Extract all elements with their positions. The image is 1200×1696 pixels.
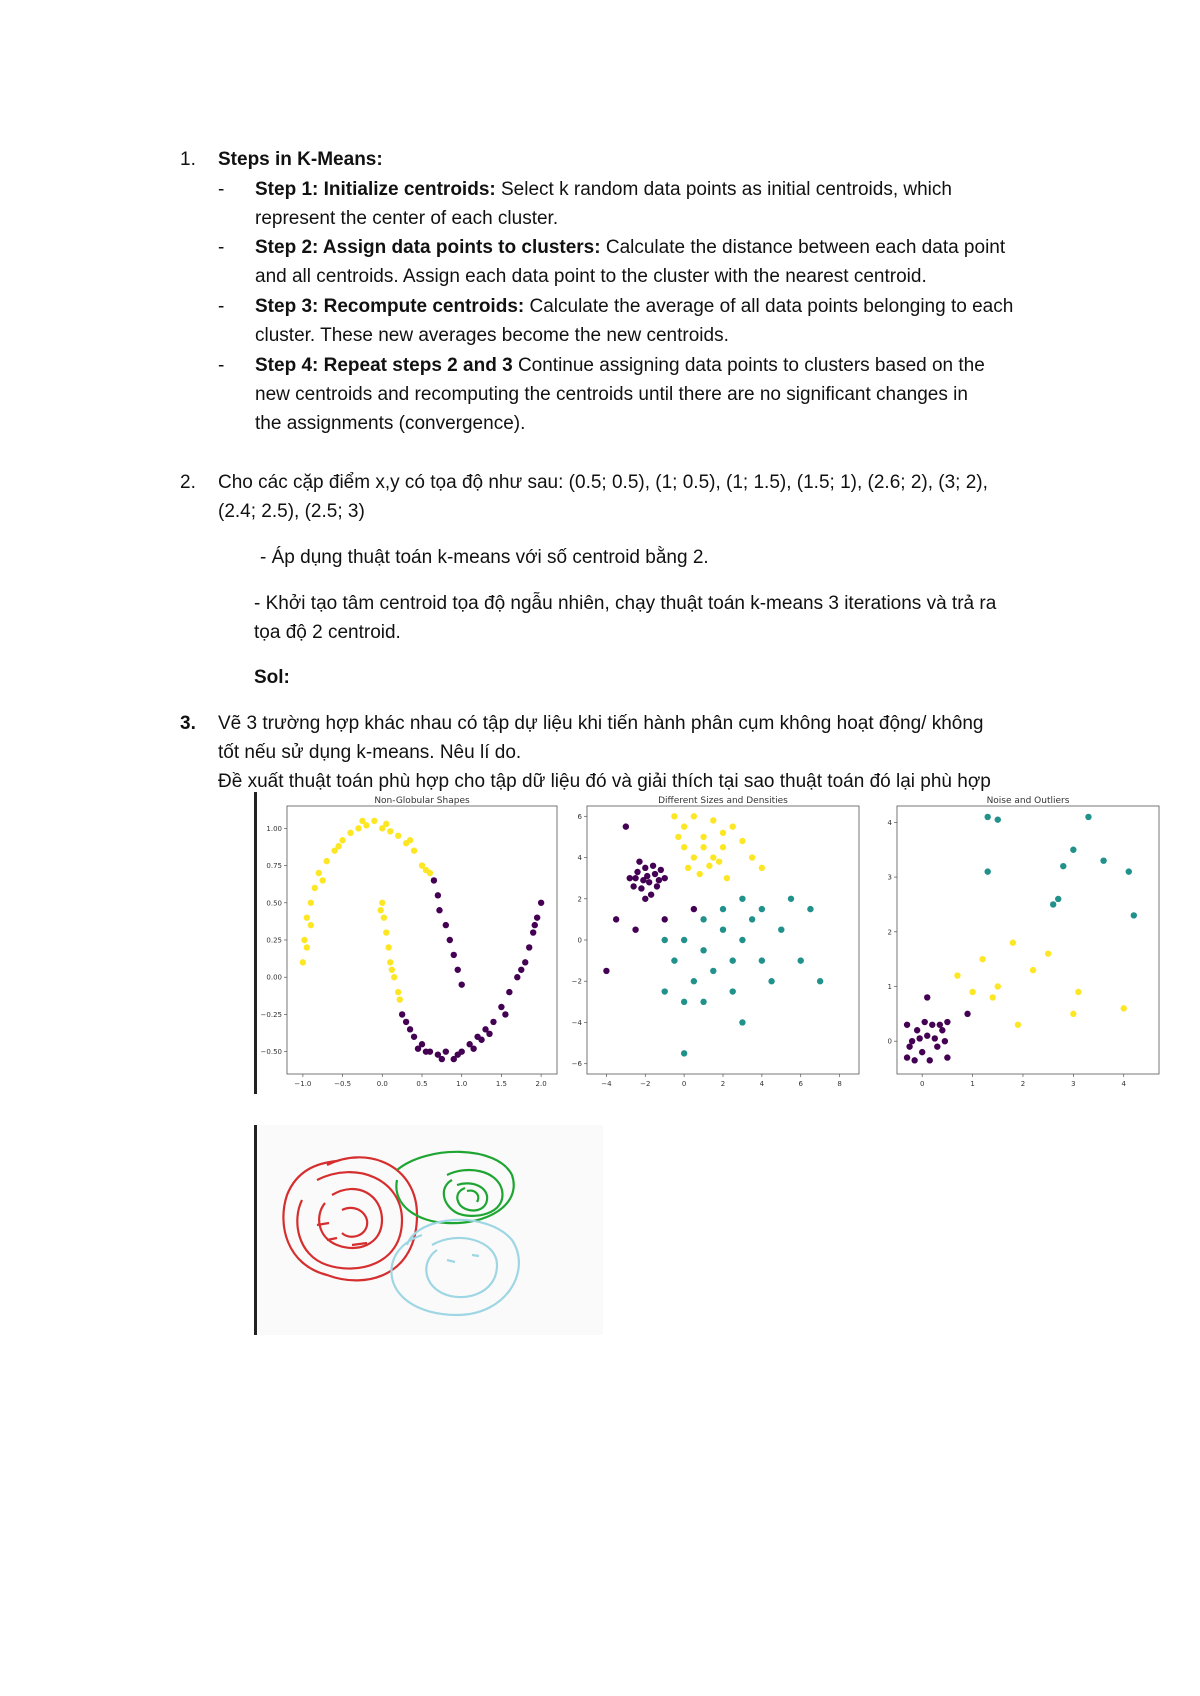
scatter-point [710, 817, 716, 823]
plot-title: Different Sizes and Densities [658, 796, 788, 806]
scatter-point [324, 858, 330, 864]
scatter-point [632, 875, 638, 881]
scatter-point [710, 968, 716, 974]
scatter-point [301, 937, 307, 943]
scatter-point [654, 883, 660, 889]
scatter-point [532, 922, 538, 928]
scatter-point [411, 847, 417, 853]
scatter-point [681, 823, 687, 829]
y-tick-label: 0.25 [266, 936, 282, 945]
scatter-point [506, 989, 512, 995]
scatter-point [435, 892, 441, 898]
x-tick-label: 6 [798, 1080, 803, 1088]
y-tick-label: −4 [571, 1018, 582, 1027]
sketch-svg [257, 1125, 600, 1335]
section-2-line-1: Cho các cặp điểm x,y có tọa độ như sau: (0.5; 0.5), (1; 0.5), (1; 1.5), (1.5; 1), (2.6; 2), (3; 2), [218, 472, 988, 493]
scatter-point [706, 863, 712, 869]
scatter-point [696, 871, 702, 877]
scatter-point [662, 916, 668, 922]
x-tick-label: −0.5 [334, 1080, 352, 1088]
scatter-point [739, 838, 745, 844]
scatter-point [502, 1011, 508, 1017]
scatter-point [934, 1043, 940, 1049]
scatter-point [603, 968, 609, 974]
scatter-point [979, 956, 985, 962]
scatter-point [759, 865, 765, 871]
x-tick-label: 4 [1121, 1080, 1126, 1088]
scatter-point [300, 959, 306, 965]
scatter-point [1075, 989, 1081, 995]
scatter-point [623, 823, 629, 829]
hand-drawn-sketch [254, 1125, 603, 1335]
section-3-line-2: tốt nếu sử dụng k-means. Nêu lí do. [218, 742, 522, 763]
x-tick-label: 1.0 [456, 1080, 468, 1088]
step-3-line-2: cluster. These new averages become the new centroids. [255, 325, 729, 346]
scatter-point [391, 974, 397, 980]
y-tick-label: 0.00 [266, 973, 282, 982]
scatter-point [904, 1054, 910, 1060]
scatter-point [778, 926, 784, 932]
scatter-point [788, 896, 794, 902]
scatter-point [355, 825, 361, 831]
scatter-point [691, 906, 697, 912]
step-2-line-1 [255, 233, 1005, 262]
scatter-point [642, 896, 648, 902]
scatter-point [423, 867, 429, 873]
y-tick-label: 1.00 [266, 824, 282, 833]
step-4-text: Continue assigning data points to clusters based on the [517, 355, 985, 376]
scatter-point [451, 952, 457, 958]
scatter-point [320, 877, 326, 883]
section-1-title: Steps in K-Means: [218, 149, 383, 170]
y-tick-label: 0.75 [266, 862, 282, 871]
scatter-point [534, 914, 540, 920]
scatter-point [1030, 967, 1036, 973]
y-tick-label: −0.25 [260, 1010, 282, 1019]
scatter-point [304, 944, 310, 950]
scatter-point [490, 1019, 496, 1025]
scatter-panel-1 [261, 796, 557, 1088]
section-2-number: 2. [180, 472, 196, 493]
scatter-point [700, 947, 706, 953]
scatter-point [423, 1048, 429, 1054]
x-tick-label: 4 [759, 1080, 765, 1088]
scatter-point [681, 1050, 687, 1056]
scatter-panel-3 [888, 796, 1159, 1088]
scatter-point [759, 957, 765, 963]
scatter-point [436, 907, 442, 913]
scatter-point [807, 906, 813, 912]
scatter-point [995, 816, 1001, 822]
scatter-point [371, 818, 377, 824]
scatter-point [749, 854, 755, 860]
scatter-point [379, 900, 385, 906]
step-3-label: Step 3: Recompute centroids: [255, 296, 525, 317]
section-2-bullet-1: - Áp dụng thuật toán k-means với số centroid bằng 2. [260, 547, 709, 568]
section-2-bullet-2a: - Khởi tạo tâm centroid tọa độ ngẫu nhiên, chạy thuật toán k-means 3 iterations và trả ra [254, 593, 997, 614]
x-tick-label: 0.5 [416, 1080, 428, 1088]
scatter-point [638, 885, 644, 891]
scatter-point [720, 926, 726, 932]
y-tick-label: 2 [577, 895, 582, 904]
x-tick-label: 1.5 [495, 1080, 507, 1088]
scatter-point [909, 1038, 915, 1044]
scatter-point [347, 830, 353, 836]
step-3-text: Calculate the average of all data points belonging to each [529, 296, 1014, 317]
x-tick-label: −2 [640, 1080, 651, 1088]
step-4-line-1 [255, 351, 985, 380]
scatter-point [397, 996, 403, 1002]
scatter-point [650, 863, 656, 869]
scatter-point [304, 914, 310, 920]
blue-cluster-scribble [391, 1220, 518, 1315]
scatter-point [658, 867, 664, 873]
scatter-point [710, 854, 716, 860]
scatter-point [387, 959, 393, 965]
scatter-point [399, 1011, 405, 1017]
scatter-point [759, 906, 765, 912]
scatter-point [768, 978, 774, 984]
scatter-point [395, 989, 401, 995]
scatter-point [929, 1022, 935, 1028]
scatter-point [685, 865, 691, 871]
scatter-point [990, 994, 996, 1000]
scatter-point [538, 900, 544, 906]
scatter-point [681, 999, 687, 1005]
scatter-point [969, 989, 975, 995]
scatter-point [648, 891, 654, 897]
scatter-point [662, 937, 668, 943]
scatter-point [1131, 912, 1137, 918]
scatter-point [937, 1022, 943, 1028]
scatter-point [720, 906, 726, 912]
scatter-point [944, 1019, 950, 1025]
scatter-point [415, 1045, 421, 1051]
scatter-point [700, 999, 706, 1005]
scatter-point [700, 844, 706, 850]
scatter-point [411, 1034, 417, 1040]
step-2-text: Calculate the distance between each data point [605, 237, 1006, 258]
scatter-point [1126, 868, 1132, 874]
scatter-point [652, 871, 658, 877]
scatter-point [646, 879, 652, 885]
scatter-point [906, 1043, 912, 1049]
x-tick-label: 0 [681, 1080, 687, 1088]
clustering-plots-svg [257, 792, 1166, 1094]
scatter-point [389, 967, 395, 973]
scatter-point [613, 916, 619, 922]
section-3-number: 3. [180, 713, 196, 734]
scatter-point [459, 981, 465, 987]
x-tick-label: 2 [1020, 1080, 1026, 1088]
plot-title: Non-Globular Shapes [374, 796, 470, 806]
scatter-point [730, 988, 736, 994]
scatter-point [1055, 896, 1061, 902]
x-tick-label: 2.0 [535, 1080, 547, 1088]
scatter-point [526, 944, 532, 950]
scatter-point [798, 957, 804, 963]
step-4-label: Step 4: Repeat steps 2 and 3 [255, 355, 513, 376]
section-2-line-2: (2.4; 2.5), (2.5; 3) [218, 501, 365, 522]
scatter-point [691, 813, 697, 819]
scatter-point [916, 1035, 922, 1041]
scatter-point [385, 944, 391, 950]
scatter-point [407, 837, 413, 843]
solution-heading: Sol: [254, 667, 290, 688]
scatter-point [455, 1051, 461, 1057]
step-1-line-2: represent the center of each cluster. [255, 208, 559, 229]
scatter-point [739, 937, 745, 943]
scatter-point [522, 959, 528, 965]
scatter-point [995, 983, 1001, 989]
x-tick-label: −4 [601, 1080, 612, 1088]
scatter-point [911, 1057, 917, 1063]
y-tick-label: −2 [571, 977, 582, 986]
scatter-point [817, 978, 823, 984]
scatter-point [530, 929, 536, 935]
step-4-line-2: new centroids and recomputing the centroids until there are no significant changes in [255, 384, 968, 405]
y-tick-label: 4 [887, 818, 892, 827]
step-2-label: Step 2: Assign data points to clusters: [255, 237, 601, 258]
scatter-point [700, 916, 706, 922]
scatter-point [1100, 857, 1106, 863]
scatter-point [984, 868, 990, 874]
scatter-panel-2 [572, 796, 859, 1088]
y-tick-label: 0.50 [266, 899, 282, 908]
x-tick-label: −1.0 [294, 1080, 312, 1088]
scatter-point [634, 869, 640, 875]
step-1-label: Step 1: Initialize centroids: [255, 179, 496, 200]
scatter-point [1121, 1005, 1127, 1011]
scatter-point [514, 974, 520, 980]
scatter-point [942, 1038, 948, 1044]
section-3-line-1: Vẽ 3 trường hợp khác nhau có tập dự liệu khi tiến hành phân cụm không hoạt động/ không [218, 713, 984, 734]
scatter-point [1085, 814, 1091, 820]
scatter-point [1015, 1022, 1021, 1028]
scatter-point [681, 844, 687, 850]
scatter-point [395, 833, 401, 839]
scatter-point [486, 1031, 492, 1037]
y-tick-label: 0 [887, 1037, 892, 1046]
scatter-point [431, 877, 437, 883]
scatter-point [730, 957, 736, 963]
scatter-point [447, 937, 453, 943]
scatter-point [308, 900, 314, 906]
scatter-point [904, 1022, 910, 1028]
scatter-point [381, 914, 387, 920]
scatter-point [671, 957, 677, 963]
scatter-point [724, 875, 730, 881]
scatter-point [964, 1011, 970, 1017]
list-dash: - [218, 355, 225, 376]
y-tick-label: 0 [577, 936, 582, 945]
section-1-number: 1. [180, 149, 196, 170]
scatter-point [359, 818, 365, 824]
scatter-point [403, 1019, 409, 1025]
scatter-point [308, 922, 314, 928]
scatter-point [944, 1054, 950, 1060]
list-dash: - [218, 296, 225, 317]
scatter-point [455, 967, 461, 973]
scatter-point [954, 972, 960, 978]
x-tick-label: 0 [919, 1080, 925, 1088]
scatter-point [730, 823, 736, 829]
scatter-point [656, 877, 662, 883]
scatter-point [312, 885, 318, 891]
scatter-point [1070, 1011, 1076, 1017]
y-tick-label: 6 [577, 812, 582, 821]
scatter-point [1010, 940, 1016, 946]
scatter-point [470, 1045, 476, 1051]
scatter-point [691, 978, 697, 984]
step-3-line-1 [255, 292, 1013, 321]
clustering-figure [254, 792, 1169, 1094]
scatter-point [630, 883, 636, 889]
step-1-text: Select k random data points as initial centroids, which [501, 179, 952, 200]
scatter-point [439, 1056, 445, 1062]
scatter-point [387, 828, 393, 834]
scatter-point [671, 813, 677, 819]
section-2-bullet-2b: tọa độ 2 centroid. [254, 622, 401, 643]
scatter-point [378, 907, 384, 913]
x-tick-label: 3 [1071, 1080, 1076, 1088]
scatter-point [939, 1027, 945, 1033]
scatter-point [675, 834, 681, 840]
section-3-line-3: Đề xuất thuật toán phù hợp cho tập dữ liệu đó và giải thích tại sao thuật toán đó lại phù hợp [218, 771, 991, 792]
scatter-point [720, 844, 726, 850]
scatter-point [922, 1019, 928, 1025]
scatter-point [383, 821, 389, 827]
list-dash: - [218, 237, 225, 258]
scatter-point [932, 1035, 938, 1041]
scatter-point [640, 877, 646, 883]
y-tick-label: −0.50 [260, 1048, 282, 1057]
scatter-point [316, 870, 322, 876]
green-cluster-scribble [396, 1152, 513, 1223]
scatter-point [478, 1037, 484, 1043]
scatter-point [984, 814, 990, 820]
scatter-point [927, 1057, 933, 1063]
scatter-point [498, 1004, 504, 1010]
scatter-point [407, 1026, 413, 1032]
red-cluster-scribble [283, 1157, 417, 1280]
x-tick-label: 8 [837, 1080, 842, 1088]
step-1-line-1 [255, 175, 952, 204]
scatter-point [443, 1048, 449, 1054]
scatter-point [914, 1027, 920, 1033]
scatter-point [632, 926, 638, 932]
scatter-point [749, 916, 755, 922]
scatter-point [1070, 847, 1076, 853]
scatter-point [739, 1019, 745, 1025]
scatter-point [691, 854, 697, 860]
plot-frame [287, 806, 557, 1074]
scatter-point [700, 834, 706, 840]
scatter-point [627, 875, 633, 881]
scatter-point [662, 875, 668, 881]
step-2-line-2: and all centroids. Assign each data point to the cluster with the nearest centroid. [255, 266, 927, 287]
scatter-point [720, 830, 726, 836]
scatter-point [339, 837, 345, 843]
scatter-point [924, 994, 930, 1000]
scatter-point [1060, 863, 1066, 869]
scatter-point [681, 937, 687, 943]
scatter-point [518, 967, 524, 973]
x-tick-label: 2 [720, 1080, 726, 1088]
scatter-point [662, 988, 668, 994]
y-tick-label: 3 [887, 873, 892, 882]
x-tick-label: 1 [970, 1080, 975, 1088]
scatter-point [642, 865, 648, 871]
scatter-point [716, 858, 722, 864]
scatter-point [739, 896, 745, 902]
list-dash: - [218, 179, 225, 200]
scatter-point [924, 1033, 930, 1039]
scatter-point [636, 858, 642, 864]
plot-frame [897, 806, 1159, 1074]
step-4-line-3: the assignments (convergence). [255, 413, 526, 434]
scatter-point [335, 843, 341, 849]
y-tick-label: 1 [887, 982, 892, 991]
y-tick-label: 2 [887, 928, 892, 937]
scatter-point [919, 1049, 925, 1055]
y-tick-label: 4 [577, 854, 582, 863]
plot-title: Noise and Outliers [986, 796, 1070, 806]
scatter-point [383, 929, 389, 935]
scatter-point [1045, 950, 1051, 956]
scatter-point [443, 922, 449, 928]
scatter-point [1050, 901, 1056, 907]
x-tick-label: 0.0 [376, 1080, 388, 1088]
y-tick-label: −6 [571, 1060, 582, 1069]
